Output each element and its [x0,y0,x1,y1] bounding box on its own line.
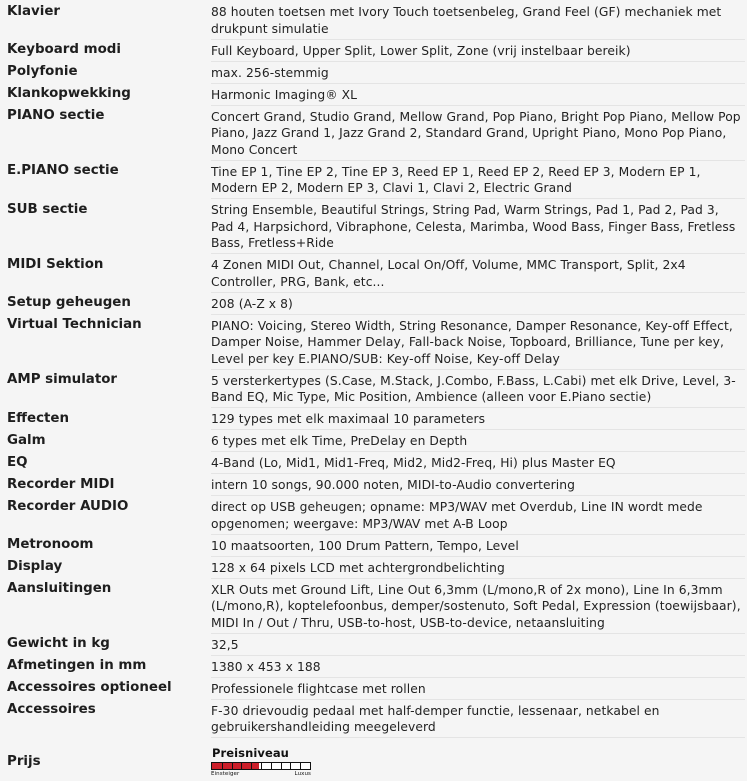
spec-value: XLR Outs met Ground Lift, Line Out 6,3mm (L/mono,R of 2x mono), Line In 6,3mm (L/mono,R), koptelefoonbus, demper/sostenuto, Soft Pedal, Expression (toewijsbaar), MIDI In / Out / Thru, USB-to-host, USB-to-device, netaansluiting [211,578,745,633]
spec-label: EQ [7,454,28,470]
spec-label: Gewicht in kg [7,636,110,651]
spec-label: Metronoom [7,537,94,552]
spec-row [2,61,745,83]
spec-label: MIDI Sektion [7,256,104,272]
spec-value: 6 types met elk Time, PreDelay en Depth [211,430,745,452]
price-bar-tick [232,762,233,770]
spec-value: Harmonic Imaging® XL [211,83,745,105]
price-bar-tick [290,762,291,770]
spec-row [2,105,745,160]
spec-row [2,699,745,738]
spec-value: Tine EP 1, Tine EP 2, Tine EP 3, Reed EP 1, Reed EP 2, Reed EP 3, Modern EP 1, Modern EP 2, Modern EP 3, Clavi 1, Clavi 2, Electric Grand [211,160,745,199]
price-bar-tick [241,762,242,770]
spec-value: 4-Band (Lo, Mid1, Mid1-Freq, Mid2, Mid2-Freq, Hi) plus Master EQ [211,452,745,474]
spec-label: Accessoires optioneel [7,680,172,695]
price-bar-tick [261,762,262,770]
spec-value: direct op USB geheugen; opname: MP3/WAV met Overdub, Line IN wordt mede opgenomen; weergave: MP3/WAV met A-B Loop [211,496,745,535]
spec-value: 4 Zonen MIDI Out, Channel, Local On/Off, Volume, MMC Transport, Split, 2x4 Controller, PRG, Bank, etc... [211,254,745,293]
spec-label: Keyboard modi [7,42,121,57]
spec-value: PIANO: Voicing, Stereo Width, String Resonance, Damper Resonance, Key-off Effect, Damper Noise, Hammer Delay, Fall-back Noise, Topboard, Brilliance, Tune per key, Level per key E.PIANO/SUB: Key-off Noise, Key-off Delay [211,314,745,369]
spec-row [2,556,745,578]
spec-value: intern 10 songs, 90.000 noten, MIDI-to-Audio convertering [211,474,745,496]
spec-label: SUB sectie [7,201,88,217]
spec-row [2,578,745,633]
spec-label: Accessoires [7,702,96,717]
spec-row [2,430,745,452]
spec-value: Professionele flightcase met rollen [211,677,745,699]
spec-label: Setup geheugen [7,295,131,310]
price-bar-tick [300,762,301,770]
spec-value: Concert Grand, Studio Grand, Mellow Grand, Pop Piano, Bright Pop Piano, Mellow Pop Piano, Jazz Grand 1, Jazz Grand 2, Standard Grand, Upright Piano, Mono Pop Piano, Mono Concert [211,105,745,160]
spec-row [2,677,745,699]
spec-label: Klavier [7,4,61,19]
spec-row [2,633,745,655]
price-scale-high: Luxus [294,771,311,777]
spec-label: AMP simulator [7,372,118,387]
specs-table-body [2,0,745,781]
price-bar-tick [271,762,272,770]
spec-row [2,314,745,369]
spec-value: F-30 drievoudig pedaal met half-demper functie, lessenaar, netkabel en gebruikershandleiding meegeleverd [211,699,745,738]
price-level-widget [211,747,313,779]
spec-label: Recorder AUDIO [7,498,129,514]
spec-row [2,474,745,496]
price-level-bar [211,762,311,770]
spec-row [2,408,745,430]
spec-value: 1380 x 453 x 188 [211,655,745,677]
spec-row [2,655,745,677]
spec-label: Polyfonie [7,64,78,79]
price-bar-tick [281,762,282,770]
spec-label: Klankopwekking [7,86,131,101]
spec-row [2,199,745,254]
spec-row [2,254,745,293]
spec-label: Display [7,559,63,574]
price-bar-tick [251,762,252,770]
spec-row [2,83,745,105]
spec-value: 10 maatsoorten, 100 Drum Pattern, Tempo, Level [211,534,745,556]
spec-row [2,0,745,39]
spec-label: Recorder MIDI [7,476,115,492]
price-bar-tick [222,762,223,770]
spec-row [2,39,745,61]
spec-row-price [2,738,745,781]
spec-value: 129 types met elk maximaal 10 parameters [211,408,745,430]
spec-value: 208 (A-Z x 8) [211,292,745,314]
spec-row [2,452,745,474]
price-scale-low: Einsteiger [211,771,240,777]
spec-value: max. 256-stemmig [211,61,745,83]
spec-label: Aansluitingen [7,581,112,596]
price-label: Prijs [7,753,41,769]
spec-label: Afmetingen in mm [7,658,147,673]
spec-value: 32,5 [211,633,745,655]
spec-value: 128 x 64 pixels LCD met achtergrondbelichting [211,556,745,578]
spec-value: Full Keyboard, Upper Split, Lower Split, Zone (vrij instelbaar bereik) [211,39,745,61]
price-widget-title: Preisniveau [212,746,289,760]
spec-row [2,160,745,199]
spec-row [2,534,745,556]
spec-label: PIANO sectie [7,108,105,123]
spec-label: Effecten [7,410,70,426]
spec-label: Virtual Technician [7,317,142,332]
spec-label: E.PIANO sectie [7,163,119,178]
spec-value: 88 houten toetsen met Ivory Touch toetsenbeleg, Grand Feel (GF) mechaniek met drukpunt simulatie [211,0,745,39]
spec-value: 5 versterkertypes (S.Case, M.Stack, J.Combo, F.Bass, L.Cabi) met elk Drive, Level, 3-Band EQ, Mic Type, Mic Position, Ambience (alleen voor E.Piano sectie) [211,369,745,408]
spec-row [2,496,745,535]
spec-row [2,369,745,408]
spec-label: Galm [7,432,46,448]
price-cell [211,738,745,781]
specs-table [2,0,745,781]
spec-row [2,292,745,314]
spec-value: String Ensemble, Beautiful Strings, String Pad, Warm Strings, Pad 1, Pad 2, Pad 3, Pad 4, Harpsichord, Vibraphone, Celesta, Marimba, Wood Bass, Finger Bass, Fretless Bass, Fretless+Ride [211,199,745,254]
